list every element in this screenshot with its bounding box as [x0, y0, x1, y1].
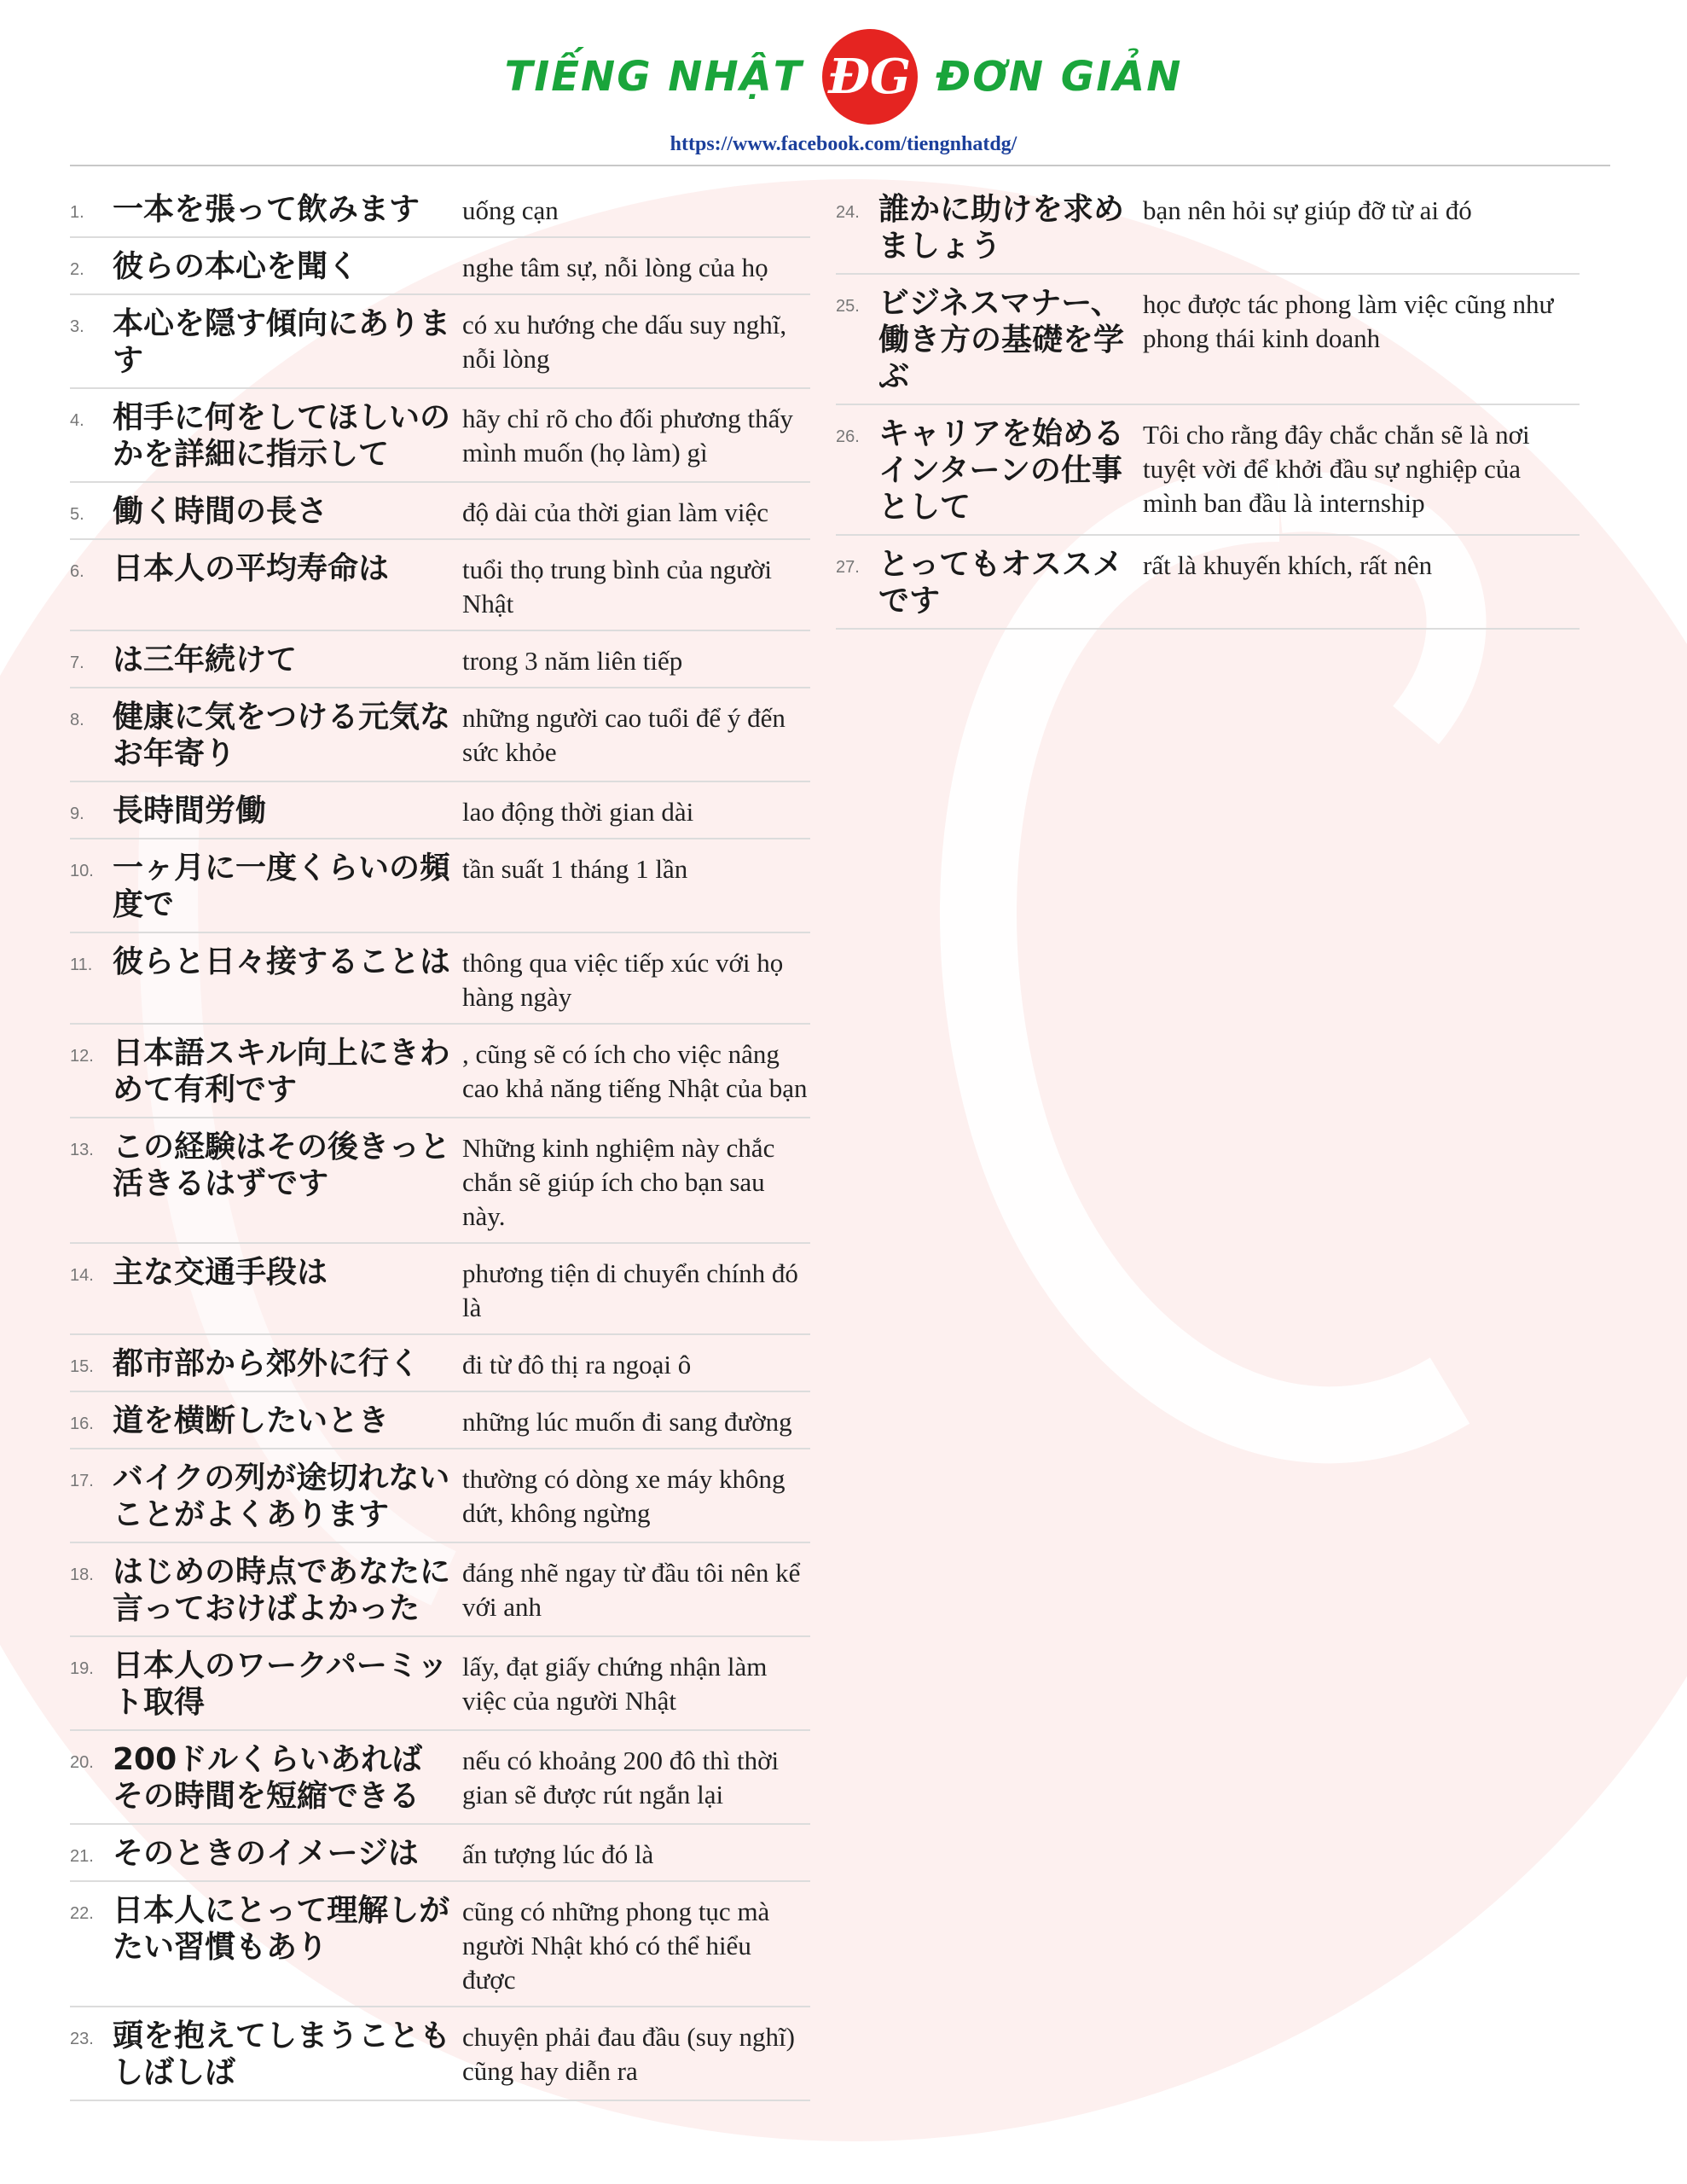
item-number: 22.: [70, 1904, 94, 1923]
japanese-phrase: そのときのイメージは: [113, 1836, 419, 1871]
vocab-row: [70, 638, 810, 688]
japanese-phrase: バイクの列が途切れないことがよくあります: [113, 1461, 450, 1532]
japanese-phrase: 頭を抱えてしまうこともしばしば: [113, 2018, 451, 2090]
vietnamese-meaning: uống cạn: [462, 195, 559, 225]
item-number: 2.: [70, 260, 84, 279]
vocab-row: [836, 412, 1580, 536]
item-number: 10.: [70, 862, 94, 880]
item-number: 13.: [70, 1141, 94, 1159]
japanese-phrase: 都市部から郊外に行く: [113, 1346, 420, 1381]
vocab-row: [70, 1125, 810, 1244]
vietnamese-meaning: bạn nên hỏi sự giúp đỡ từ ai đó: [1143, 195, 1472, 225]
vietnamese-meaning: học được tác phong làm việc cũng như phong thái kinh doanh: [1143, 289, 1554, 353]
vocab-row: [70, 1342, 810, 1392]
item-number: 3.: [70, 317, 84, 336]
item-number: 7.: [70, 653, 84, 672]
japanese-phrase: 彼らの本心を聞く: [113, 249, 359, 284]
brand-right-text: ĐƠN GIẢN: [936, 53, 1183, 101]
vocab-row: [70, 846, 810, 933]
dg-logo: [822, 29, 918, 125]
japanese-phrase: 日本語スキル向上にきわめて有利です: [113, 1036, 450, 1107]
item-number: 5.: [70, 505, 84, 524]
vocab-row: [836, 543, 1580, 630]
item-number: 4.: [70, 411, 84, 430]
vocab-row: [70, 1644, 810, 1731]
vocab-row: [70, 1456, 810, 1543]
japanese-phrase: この経験はその後きっと活きるはずです: [113, 1130, 451, 1201]
japanese-phrase: 一ヶ月に一度くらいの頻度で: [113, 851, 451, 922]
vietnamese-meaning: đáng nhẽ ngay từ đầu tôi nên kể với anh: [462, 1558, 801, 1622]
header-divider: [70, 165, 1610, 166]
vietnamese-meaning: nếu có khoảng 200 đô thì thời gian sẽ được rút ngắn lại: [462, 1745, 780, 1809]
vietnamese-meaning: trong 3 năm liên tiếp: [462, 646, 683, 676]
vietnamese-meaning: Tôi cho rằng đây chắc chắn sẽ là nơi tuyệt vời để khởi đầu sự nghiệp của mình ban đầu là internship: [1143, 420, 1530, 518]
vocab-row: [70, 695, 810, 782]
item-number: 14.: [70, 1266, 94, 1285]
vietnamese-meaning: chuyện phải đau đầu (suy nghĩ) cũng hay diễn ra: [462, 2022, 795, 2086]
japanese-phrase: 健康に気をつける元気なお年寄り: [113, 700, 451, 771]
item-number: 27.: [836, 558, 860, 577]
japanese-phrase: 200ドルくらいあればその時間を短縮できる: [113, 1742, 423, 1814]
vietnamese-meaning: đi từ đô thị ra ngoại ô: [462, 1350, 692, 1380]
vocab-row: [836, 188, 1580, 275]
vietnamese-meaning: , cũng sẽ có ích cho việc nâng cao khả năng tiếng Nhật của bạn: [462, 1039, 808, 1103]
vietnamese-meaning: có xu hướng che dấu suy nghĩ, nỗi lòng: [462, 310, 787, 374]
vocab-row: [70, 547, 810, 631]
japanese-phrase: はじめの時点であなたに言っておけばよかった: [113, 1554, 451, 1626]
item-number: 19.: [70, 1659, 94, 1678]
japanese-phrase: 長時間労働: [113, 793, 267, 828]
item-number: 25.: [836, 297, 860, 316]
vietnamese-meaning: lao động thời gian dài: [462, 797, 694, 827]
vietnamese-meaning: tuổi thọ trung bình của người Nhật: [462, 555, 772, 619]
logo-text: ĐG: [828, 49, 911, 105]
item-number: 20.: [70, 1753, 94, 1772]
facebook-link[interactable]: https://www.facebook.com/tiengnhatdg/: [670, 133, 1017, 155]
vocab-list-left: [70, 188, 810, 2108]
vietnamese-meaning: thường có dòng xe máy không dứt, không ngừng: [462, 1464, 786, 1528]
vocab-row: [70, 940, 810, 1025]
japanese-phrase: 一本を張って飲みます: [113, 192, 420, 227]
item-number: 16.: [70, 1414, 94, 1433]
vocab-row: [836, 282, 1580, 405]
japanese-phrase: 相手に何をしてほしいのかを詳細に指示して: [113, 400, 451, 472]
vietnamese-meaning: những người cao tuổi để ý đến sức khỏe: [462, 703, 786, 767]
japanese-phrase: 彼らと日々接することは: [113, 944, 451, 979]
vocab-row: [70, 1399, 810, 1449]
item-number: 8.: [70, 711, 84, 729]
item-number: 1.: [70, 203, 84, 222]
item-number: 18.: [70, 1565, 94, 1584]
vocab-row: [70, 1832, 810, 1882]
vietnamese-meaning: hãy chỉ rõ cho đối phương thấy mình muốn (họ làm) gì: [462, 404, 793, 468]
vocab-row: [70, 1251, 810, 1335]
japanese-phrase: 日本人のワークパーミット取得: [113, 1648, 449, 1720]
brand-left-text: TIẾNG NHẬT: [504, 53, 803, 101]
vietnamese-meaning: tần suất 1 tháng 1 lần: [462, 854, 688, 884]
vietnamese-meaning: lấy, đạt giấy chứng nhận làm việc của người Nhật: [462, 1652, 768, 1716]
japanese-phrase: キャリアを始めるインターンの仕事として: [878, 416, 1125, 525]
japanese-phrase: 日本人にとって理解しがたい習慣もあり: [113, 1893, 450, 1965]
vocab-list-right: [836, 188, 1580, 636]
vietnamese-meaning: Những kinh nghiệm này chắc chắn sẽ giúp ích cho bạn sau này.: [462, 1133, 775, 1231]
page-header: [0, 0, 1687, 171]
item-number: 6.: [70, 562, 84, 581]
vietnamese-meaning: nghe tâm sự, nỗi lòng của họ: [462, 253, 768, 282]
japanese-phrase: 日本人の平均寿命は: [113, 551, 390, 586]
item-number: 21.: [70, 1847, 94, 1866]
vietnamese-meaning: ấn tượng lúc đó là: [462, 1839, 654, 1869]
vocab-row: [70, 1889, 810, 2007]
item-number: 17.: [70, 1472, 94, 1490]
japanese-phrase: 本心を隠す傾向にあります: [113, 306, 451, 378]
item-number: 12.: [70, 1047, 94, 1066]
vocab-row: [70, 1738, 810, 1825]
item-number: 23.: [70, 2030, 94, 2048]
item-number: 24.: [836, 203, 860, 222]
vietnamese-meaning: độ dài của thời gian làm việc: [462, 497, 768, 527]
vocab-row: [70, 302, 810, 389]
vocab-row: [70, 789, 810, 839]
item-number: 11.: [70, 956, 93, 974]
japanese-phrase: は三年続けて: [113, 642, 298, 677]
vocab-row: [70, 396, 810, 483]
japanese-phrase: 働く時間の長さ: [113, 494, 328, 529]
vocab-row: [70, 1550, 810, 1637]
vocab-row: [70, 1031, 810, 1118]
vietnamese-meaning: thông qua việc tiếp xúc với họ hàng ngày: [462, 948, 784, 1012]
japanese-phrase: 道を横断したいとき: [113, 1403, 390, 1438]
japanese-phrase: ビジネスマナー、働き方の基礎を学ぶ: [878, 286, 1125, 394]
vocab-row: [70, 2014, 810, 2101]
japanese-phrase: とってもオススメです: [878, 547, 1123, 619]
vietnamese-meaning: phương tiện di chuyển chính đó là: [462, 1258, 798, 1322]
vocab-row: [70, 245, 810, 295]
brand-banner: [0, 34, 1687, 119]
japanese-phrase: 主な交通手段は: [113, 1255, 328, 1290]
vietnamese-meaning: cũng có những phong tục mà người Nhật khó có thể hiểu được: [462, 1896, 770, 1995]
vocab-row: [70, 490, 810, 540]
item-number: 9.: [70, 804, 84, 823]
vietnamese-meaning: rất là khuyến khích, rất nên: [1143, 550, 1433, 580]
item-number: 26.: [836, 427, 860, 446]
japanese-phrase: 誰かに助けを求めましょう: [878, 192, 1125, 264]
vocab-row: [70, 188, 810, 238]
vietnamese-meaning: những lúc muốn đi sang đường: [462, 1407, 792, 1437]
item-number: 15.: [70, 1357, 94, 1376]
